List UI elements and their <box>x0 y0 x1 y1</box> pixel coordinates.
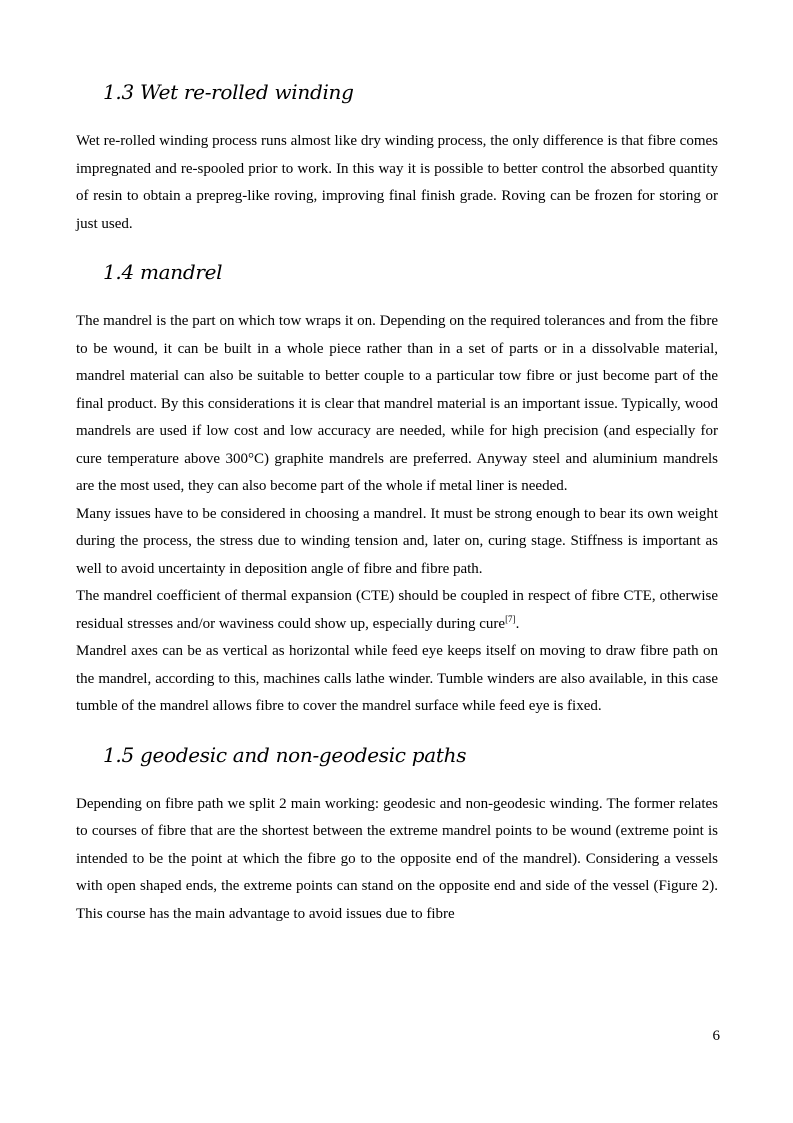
section-heading-geodesic-paths: 1.5 geodesic and non-geodesic paths <box>103 742 467 767</box>
page-number: 6 <box>712 1028 720 1044</box>
paragraph-mandrel-2: Many issues have to be considered in choosing a mandrel. It must be strong enough to bear its own weight during the process, the stress due to winding tension and, later on, curing stage. Stiffness is important as well to avoid uncertainty in deposition angle of fibre and fibre path. <box>76 505 718 577</box>
paragraph-mandrel-1: The mandrel is the part on which tow wraps it on. Depending on the required tolerances and from the fibre to be wound, it can be built in a whole piece rather than in a set of parts or in a dissolvable material, mandrel material can also be suitable to better couple to a particular tow fibre or just become part of the final product. By this considerations it is clear that mandrel material is an important issue. Typically, wood mandrels are used if low cost and low accuracy are needed, while for high precision (and especially for cure temperature above 300°C) graphite mandrels are preferred. Anyway steel and aluminium mandrels are the most used, they can also become part of the whole if metal liner is needed. <box>76 313 718 494</box>
paragraph-wet-rerolled-winding: Wet re-rolled winding process runs almost like dry winding process, the only difference is that fibre comes impregnated and re-spooled prior to work. In this way it is possible to better control the absorbed quantity of resin to obtain a prepreg-like roving, improving final finish grade. Roving can be frozen for storing or just used. <box>76 133 718 232</box>
paragraph-mandrel-3 <box>76 583 718 638</box>
citation-reference: [7] <box>505 613 516 624</box>
section-heading-wet-rerolled-winding: 1.3 Wet re-rolled winding <box>103 80 354 104</box>
paragraph-mandrel-3-tail: . <box>515 615 520 632</box>
paragraph-mandrel-4: Mandrel axes can be as vertical as horizontal while feed eye keeps itself on moving to draw fibre path on the mandrel, according to this, machines calls lathe winder. Tumble winders are also available, in this case tumble of the mandrel allows fibre to cover the mandrel surface while feed eye is fixed. <box>76 643 718 714</box>
paragraph-geodesic-paths: Depending on fibre path we split 2 main working: geodesic and non-geodesic winding. The former relates to courses of fibre that are the shortest between the extreme mandrel points to be wound (extreme point is intended to be the point at which the fibre go to the opposite end of the mandrel). Considering a vessels with open shaped ends, the extreme points can stand on the opposite end and side of the vessel (Figure 2). This course has the main advantage to avoid issues due to fibre <box>76 795 718 922</box>
section-heading-mandrel: 1.4 mandrel <box>103 260 223 284</box>
page-content <box>76 78 718 928</box>
paragraph-mandrel-3-text: The mandrel coefficient of thermal expansion (CTE) should be coupled in respect of fibre CTE, otherwise residual stresses and/or waviness could show up, especially during cure <box>76 588 718 632</box>
